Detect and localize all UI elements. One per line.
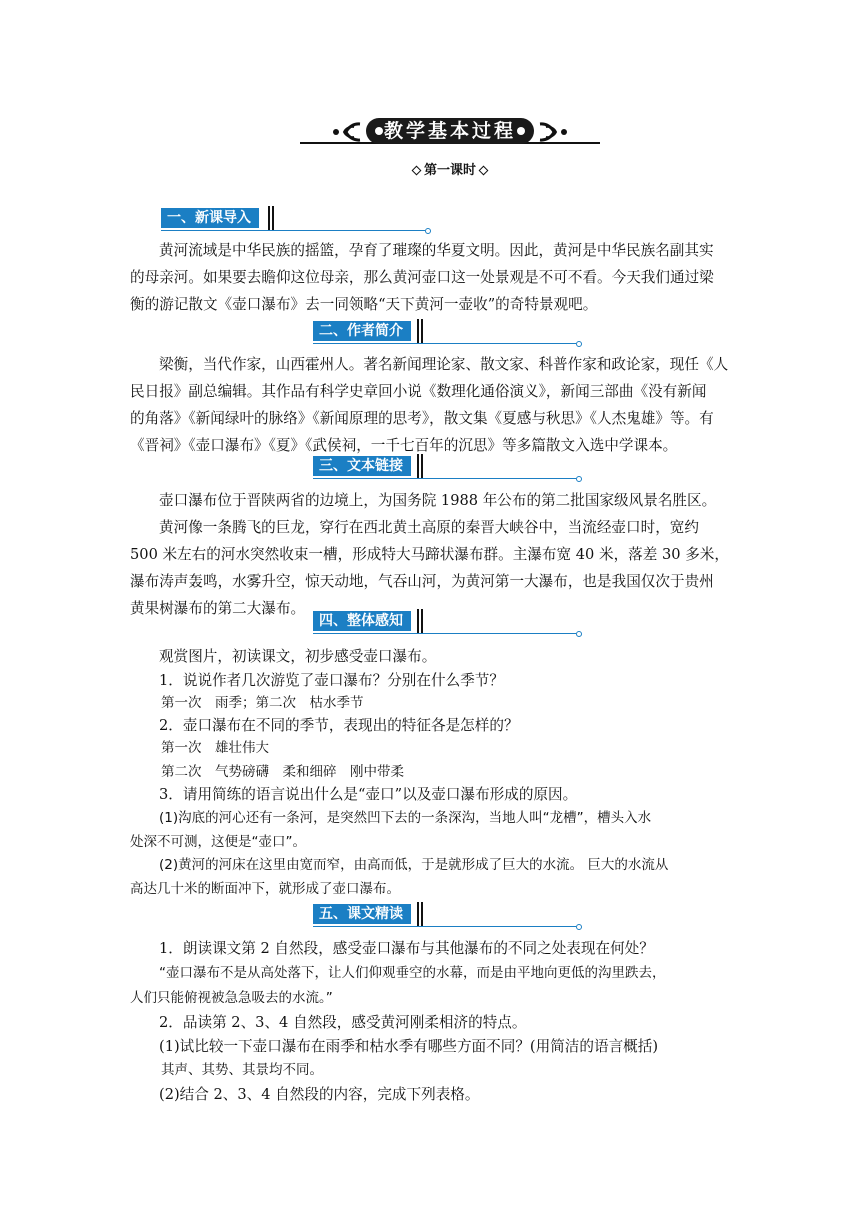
text-line: 的母亲河。如果要去瞻仰这位母亲，那么黄河壶口这一处景观是不可不看。今天我们通过梁 [130,269,714,286]
dot-icon [576,924,582,930]
section-bar [421,454,423,478]
section-bar [417,319,419,343]
answer-line: 高达几十米的断面冲下，就形成了壶口瀑布。 [130,881,400,897]
text-line: 《晋祠》《壶口瀑布》《夏》《武侯祠，一千七百年的沉思》等多篇散文入选中学课本。 [130,437,678,454]
answer-line: 人们只能俯视被急急吸去的水流。” [130,990,333,1006]
section-bar [417,902,419,926]
text-line: 观赏图片，初读课文，初步感受壶口瀑布。 [159,648,437,665]
dot-icon [576,476,582,482]
diamond-icon [412,166,422,176]
section-banner [300,112,600,148]
section-bar [272,206,274,230]
answer-line: 第一次 雨季；第二次 枯水季节 [161,695,364,711]
subtitle-text: 第一课时 [423,163,476,178]
text-line: 的角落》《新闻绿叶的脉络》《新闻原理的思考》，散文集《夏感与秋思》《人杰鬼雄》等。有 [130,410,714,427]
question-line: 2．品读第 2、3、4 自然段，感受黄河刚柔相济的特点。 [159,1014,527,1031]
dot-icon [576,631,582,637]
question-line: 1．朗读课文第 2 自然段，感受壶口瀑布与其他瀑布的不同之处表现在何处？ [159,940,654,957]
text-line: 黄果树瀑布的第二大瀑布。 [130,600,306,617]
banner-title: 教学基本过程 [366,118,534,144]
dot-icon [576,341,582,347]
banner-left-ornament-icon [330,122,362,142]
section-underline [313,478,576,479]
lesson-subtitle [400,162,500,180]
banner-right-ornament-icon [538,122,570,142]
section-bar [417,609,419,633]
text-line: 壶口瀑布位于晋陕两省的边境上，为国务院 1988 年公布的第二批国家级风景名胜区。 [159,492,717,509]
question-line: 2．壶口瀑布在不同的季节，表现出的特征各是怎样的？ [159,717,519,734]
section-title: 二、作者简介 [313,321,411,341]
answer-line: (2)黄河的河床在这里由宽而窄，由高而低，于是就形成了巨大的水流。 巨大的水流从 [159,857,669,873]
section-underline [161,230,425,231]
section-title: 三、文本链接 [313,456,411,476]
section-bar [421,902,423,926]
section-title: 一、新课导入 [161,208,259,228]
answer-line: 其声、其势、其景均不同。 [161,1062,323,1078]
answer-line: (1)沟底的河心还有一条河，是突然凹下去的一条深沟，当地人叫“龙槽”，槽头入水 [159,810,652,826]
section-underline [313,343,576,344]
question-line: 3．请用简练的语言说出什么是“壶口”以及壶口瀑布形成的原因。 [159,786,578,803]
text-line: 梁衡，当代作家，山西霍州人。著名新闻理论家、散文家、科普作家和政论家，现任《人 [159,356,729,373]
dot-icon [425,228,431,234]
question-line: (1)试比较一下壶口瀑布在雨季和枯水季有哪些方面不同？(用简洁的语言概括) [159,1038,659,1055]
section-underline [313,926,576,927]
section-bar [268,206,270,230]
section-title: 四、整体感知 [313,611,411,631]
text-line: 黄河像一条腾飞的巨龙，穿行在西北黄土高原的秦晋大峡谷中，当流经壶口时，宽约 [159,519,699,536]
section-title: 五、课文精读 [313,904,411,924]
section-bar [417,454,419,478]
text-line: 黄河流域是中华民族的摇篮，孕育了璀璨的华夏文明。因此，黄河是中华民族名副其实 [159,242,714,259]
text-line: 瀑布涛声轰鸣，水雾升空，惊天动地，气吞山河，为黄河第一大瀑布，也是我国仅次于贵州 [130,573,714,590]
answer-line: 第二次 气势磅礴 柔和细碎 刚中带柔 [161,764,404,780]
section-bar [421,319,423,343]
question-line: (2)结合 2、3、4 自然段的内容，完成下列表格。 [159,1086,480,1103]
text-line: 民日报》副总编辑。其作品有科学史章回小说《数理化通俗演义》，新闻三部曲《没有新闻 [130,383,707,400]
answer-line: 第一次 雄壮伟大 [161,740,269,756]
question-line: 1．说说作者几次游览了壶口瀑布？分别在什么季节？ [159,672,504,689]
diamond-icon [479,166,489,176]
text-line: 衡的游记散文《壶口瀑布》去一同领略“天下黄河一壶收”的奇特景观吧。 [130,296,598,313]
text-line: 500 米左右的河水突然收束一槽，形成特大马蹄状瀑布群。主瀑布宽 40 米，落差 30 多米， [130,546,729,563]
section-underline [313,633,576,634]
answer-line: “壶口瀑布不是从高处落下，让人们仰观垂空的水幕，而是由平地向更低的沟里跌去， [159,965,666,981]
section-bar [421,609,423,633]
answer-line: 处深不可测，这便是“壶口”。 [130,834,306,850]
